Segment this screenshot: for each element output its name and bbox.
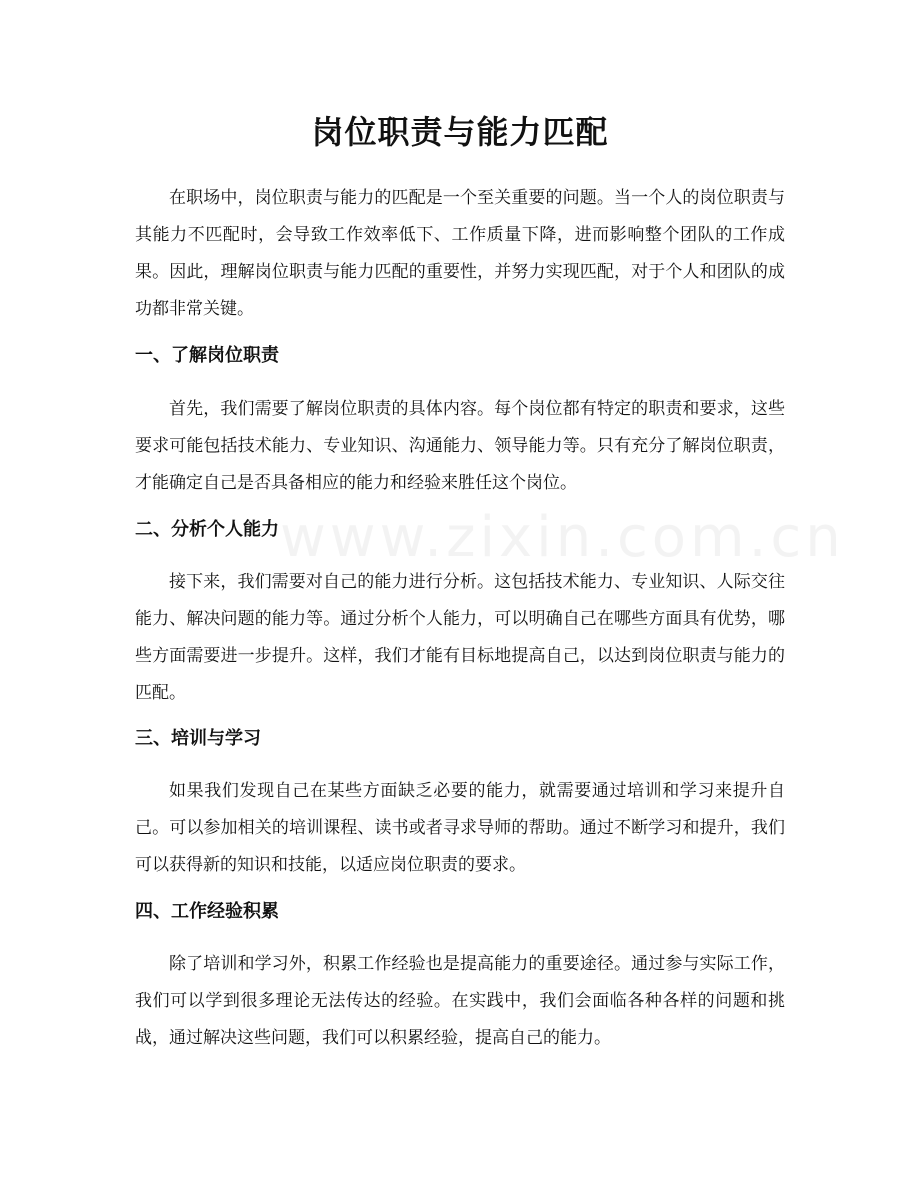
section-body-2: 接下来，我们需要对自己的能力进行分析。这包括技术能力、专业知识、人际交往能力、解决问题的能力等。通过分析个人能力，可以明确自己在哪些方面具有优势，哪些方面需要进一步提升。这样，我们才能有目标地提高自己，以达到岗位职责与能力的匹配。 xyxy=(135,572,785,703)
section-body-4: 除了培训和学习外，积累工作经验也是提高能力的重要途径。通过参与实际工作，我们可以学到很多理论无法传达的经验。在实践中，我们会面临各种各样的问题和挑战，通过解决这些问题，我们可以积累经验，提高自己的能力。 xyxy=(135,954,785,1048)
section-heading-2: 二、分析个人能力 xyxy=(135,519,279,540)
section-body-1: 首先，我们需要了解岗位职责的具体内容。每个岗位都有特定的职责和要求，这些要求可能包括技术能力、专业知识、沟通能力、领导能力等。只有充分了解岗位职责，才能确定自己是否具备相应的能力和经验来胜任这个岗位。 xyxy=(135,399,785,493)
section-heading-1: 一、了解岗位职责 xyxy=(135,345,279,366)
watermark: www.zixin.com.cn xyxy=(280,505,845,570)
intro-paragraph: 在职场中，岗位职责与能力的匹配是一个至关重要的问题。当一个人的岗位职责与其能力不匹配时，会导致工作效率低下、工作质量下降，进而影响整个团队的工作成果。因此，理解岗位职责与能力匹配的重要性，并努力实现匹配，对于个人和团队的成功都非常关键。 xyxy=(135,188,785,319)
section-heading-3: 三、培训与学习 xyxy=(135,728,261,749)
section-body-3: 如果我们发现自己在某些方面缺乏必要的能力，就需要通过培训和学习来提升自己。可以参加相关的培训课程、读书或者寻求导师的帮助。通过不断学习和提升，我们可以获得新的知识和技能，以适应岗位职责的要求。 xyxy=(135,781,785,875)
page-title: 岗位职责与能力匹配 xyxy=(311,113,609,151)
section-heading-4: 四、工作经验积累 xyxy=(135,901,279,922)
